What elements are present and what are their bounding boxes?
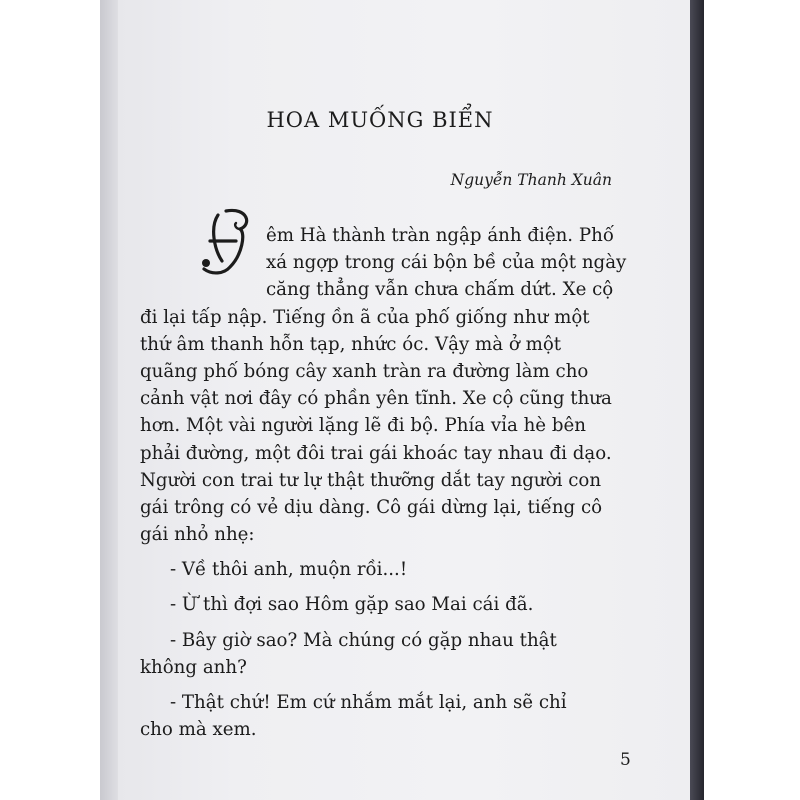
body-line: căng thẳng vẫn chưa chấm dứt. Xe cộ (266, 279, 614, 301)
body-line: xá ngợp trong cái bộn bề của một ngày (266, 252, 627, 274)
page-number: 5 (620, 750, 631, 770)
body-line: êm Hà thành tràn ngập ánh điện. Phố (266, 225, 614, 246)
chapter-title: HOA MUỐNG BIỂN (266, 108, 494, 132)
body-line: gái nhỏ nhẹ: (140, 524, 255, 546)
dialogue-line: - Bây giờ sao? Mà chúng có gặp nhau thật (170, 629, 557, 651)
body-line: cảnh vật nơi đây có phần yên tĩnh. Xe cộ cũng thưa (140, 388, 612, 410)
dialogue-line: cho mà xem. (140, 719, 257, 741)
body-line: gái trông có vẻ dịu dàng. Cô gái dừng lại, tiếng cô (140, 496, 603, 518)
dialogue-line: - Ừ thì đợi sao Hôm gặp sao Mai cái đã. (170, 594, 534, 616)
story-body (140, 222, 640, 743)
body-line: hơn. Một vài người lặng lẽ đi bộ. Phía vỉa hè bên (140, 415, 586, 437)
body-line: đi lại tấp nập. Tiếng ồn ã của phố giống như một (140, 306, 590, 328)
body-line: quãng phố bóng cây xanh tràn ra đường làm cho (140, 360, 589, 382)
dialogue-line: - Về thôi anh, muộn rồi...! (170, 559, 408, 581)
dialogue-line: - Thật chứ! Em cứ nhắm mắt lại, anh sẽ chỉ (170, 692, 567, 713)
book-edge (690, 0, 704, 800)
dialogue-line: không anh? (140, 656, 247, 678)
body-line: Người con trai tư lự thật thưỡng dắt tay người con (140, 469, 602, 491)
body-line: thứ âm thanh hỗn tạp, nhức óc. Vậy mà ở một (140, 333, 562, 355)
author-name: Nguyễn Thanh Xuân (450, 171, 612, 189)
body-line: phải đường, một đôi trai gái khoác tay nhau đi dạo. (140, 442, 612, 464)
